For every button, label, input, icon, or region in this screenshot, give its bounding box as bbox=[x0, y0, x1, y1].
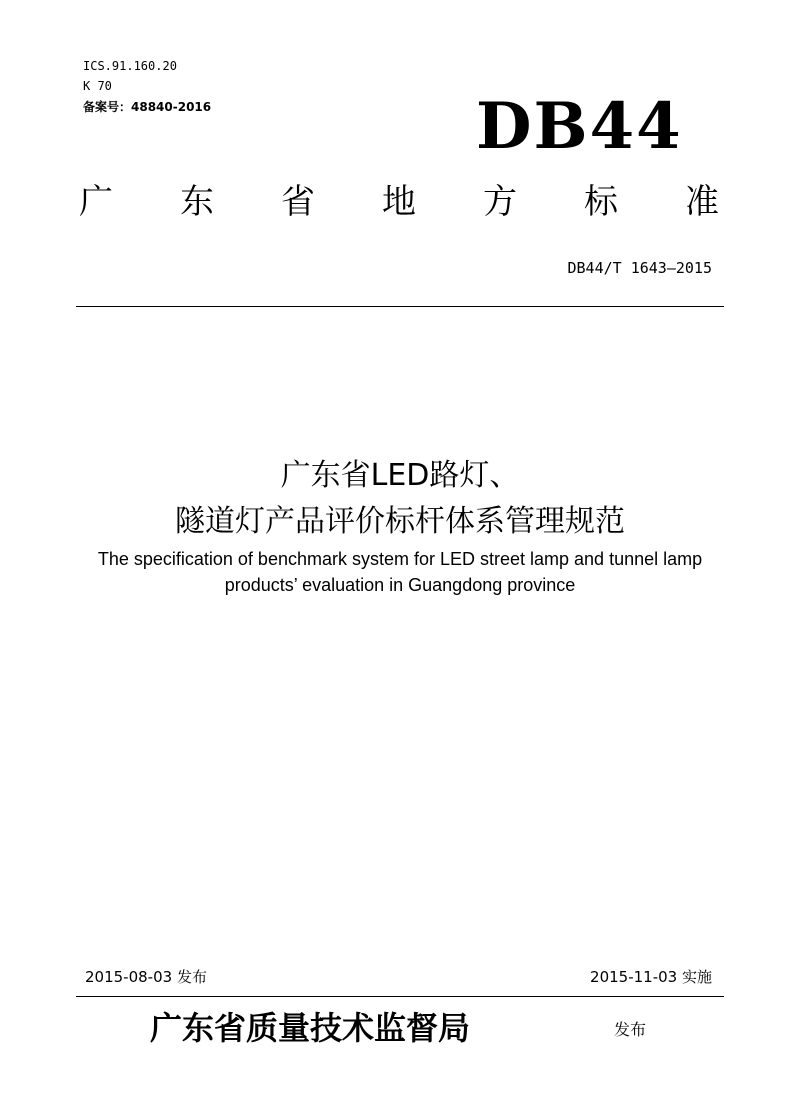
standard-number: DB44/T 1643—2015 bbox=[567, 259, 712, 277]
standard-type-char: 广 bbox=[79, 182, 113, 222]
top-divider bbox=[76, 306, 724, 307]
implementation-date: 2015-11-03 实施 bbox=[590, 968, 712, 986]
standard-type-char: 地 bbox=[382, 182, 416, 222]
title-en-line2: products’ evaluation in Guangdong province bbox=[224, 575, 576, 595]
standard-type-char: 省 bbox=[281, 182, 315, 222]
publisher-name: 广东省质量技术监督局 bbox=[150, 1009, 471, 1047]
issue-date: 2015-08-03 发布 bbox=[85, 968, 207, 986]
standard-type-char: 方 bbox=[483, 182, 517, 222]
ccs-code: K 70 bbox=[83, 79, 112, 93]
title-cn-line1: 广东省LED路灯、 bbox=[280, 458, 520, 493]
bottom-divider bbox=[76, 996, 724, 997]
publish-label: 发布 bbox=[614, 1020, 647, 1039]
title-cn-line2: 隧道灯产品评价标杆体系管理规范 bbox=[175, 504, 625, 539]
title-en-line1: The specification of benchmark system for LED street lamp and tunnel lamp bbox=[97, 549, 703, 569]
filing-number: 备案号：48840-2016 bbox=[83, 100, 212, 114]
standard-type-char: 标 bbox=[584, 182, 618, 222]
standard-type-char: 准 bbox=[685, 182, 719, 222]
standard-code-mark: DB44 bbox=[476, 89, 683, 164]
standard-type-char: 东 bbox=[180, 182, 214, 222]
ics-code: ICS.91.160.20 bbox=[83, 59, 177, 73]
standard-type-heading bbox=[76, 180, 722, 224]
